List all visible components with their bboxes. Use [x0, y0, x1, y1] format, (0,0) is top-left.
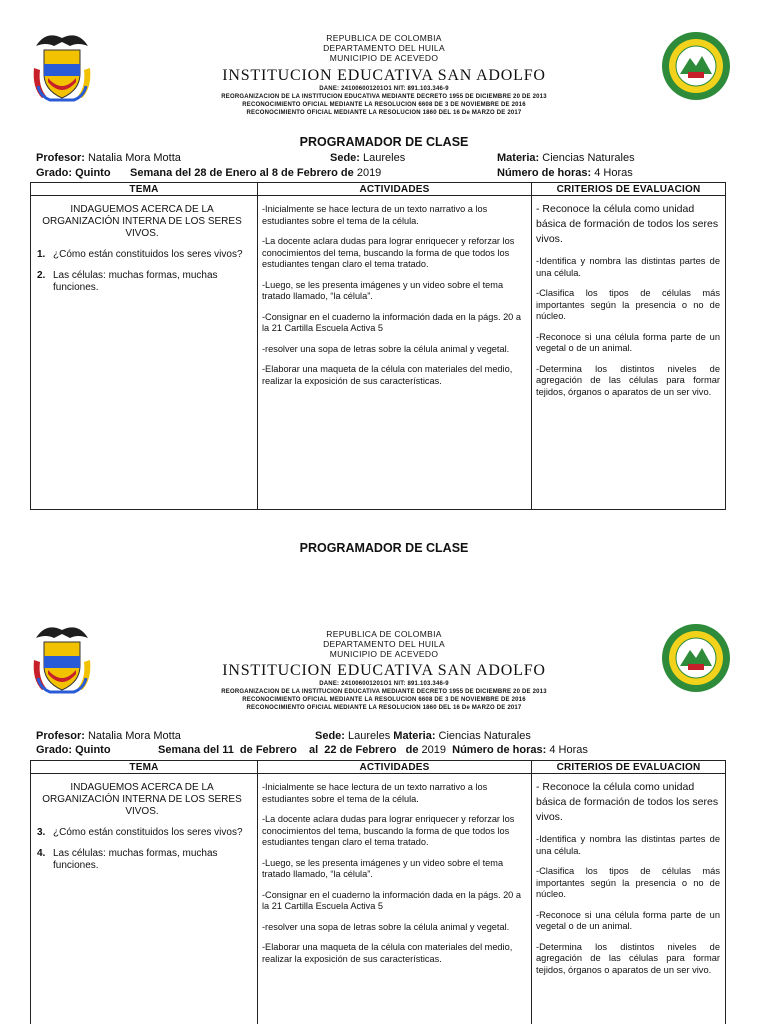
header-line-municipality: MUNICIPIO DE ACEVEDO	[329, 53, 439, 63]
question-number: 2.	[37, 270, 46, 281]
criterion-item: -Clasifica los tipos de células más importantes según la presencia o no de núcleo.	[536, 288, 720, 321]
activity-item: -Luego, se les presenta imágenes y un video sobre el tema tratado llamado, “la célula”.	[262, 279, 504, 301]
sede-value: Laureles	[363, 152, 406, 164]
activity-item: -resolver una sopa de letras sobre la célula animal y vegetal.	[262, 921, 510, 932]
activity-item: -Consignar en el cuaderno la información dada en la págs. 20 a la 21 Cartilla Escuela Activa 5	[262, 311, 521, 333]
criterios-cell	[532, 196, 726, 510]
profesor-field	[36, 152, 181, 164]
header-line-municipality: MUNICIPIO DE ACEVEDO	[329, 649, 439, 659]
activity-item: -La docente aclara dudas para lograr enriquecer y reforzar los conocimientos del tema, buscando la forma de que todos los estudiantes tengan claro el tema tratado.	[262, 236, 515, 269]
profesor-value: Natalia Mora Motta	[87, 152, 181, 164]
hours-value: 4 Horas	[594, 167, 633, 179]
criterion-item: -Identifica y nombra las distintas partes de una célula.	[536, 834, 720, 856]
column-header-criterios: CRITERIOS DE EVALUACION	[532, 183, 726, 196]
question-number: 3.	[37, 827, 46, 838]
week-year: 2019	[356, 167, 382, 179]
question-text: ¿Cómo están constituidos los seres vivos?	[53, 827, 243, 838]
criterios-cell	[532, 774, 726, 1024]
criterion-item: -Identifica y nombra las distintas partes de una célula.	[536, 256, 720, 278]
criterion-item: - Reconoce la célula como unidad básica de formación de todos los seres vivos.	[536, 203, 719, 245]
header-resolution-2016: RECONOCIMIENTO OFICIAL MEDIANTE LA RESOLUCION 6608 DE 3 DE NOVIEMBRE DE 2016	[242, 697, 526, 703]
week-label: Semana del 28 de Enero al 8 de Febrero de	[130, 167, 354, 179]
header-line-republic: REPUBLICA DE COLOMBIA	[326, 33, 442, 43]
lesson-plan-sheet-2	[0, 620, 768, 1024]
question-text: Las células: muchas formas, muchas funciones.	[53, 270, 218, 293]
lesson-table	[30, 760, 726, 1024]
header-line-republic: REPUBLICA DE COLOMBIA	[326, 629, 442, 639]
grado-field	[36, 744, 111, 756]
week-field	[130, 167, 381, 179]
question-text: Las células: muchas formas, muchas funciones.	[53, 848, 218, 871]
actividades-cell	[258, 774, 532, 1024]
hours-value: 4 Horas	[549, 744, 588, 756]
materia-value: Ciencias Naturales	[542, 152, 635, 164]
institution-header	[0, 620, 768, 720]
criterion-item: -Reconoce si una célula forma parte de un vegetal o de un animal.	[536, 909, 720, 931]
grado-field	[36, 167, 111, 179]
week-label: Semana del 11 de Febrero al 22 de Febrero de	[158, 744, 419, 756]
column-header-actividades: ACTIVIDADES	[258, 183, 532, 196]
criterion-item: -Reconoce si una célula forma parte de un vegetal o de un animal.	[536, 331, 720, 353]
page-title-repeat: PROGRAMADOR DE CLASE	[299, 541, 469, 555]
hours-label: Número de horas:	[497, 167, 592, 179]
question-item	[37, 848, 247, 872]
profesor-label: Profesor:	[36, 152, 85, 164]
sede-label: Sede:	[330, 152, 360, 164]
header-resolution-2017: RECONOCIMIENTO OFICIAL MEDIANTE LA RESOLUCION 1860 DEL 16 De MARZO DE 2017	[246, 110, 522, 116]
column-header-tema: TEMA	[31, 761, 258, 774]
activity-item: -Elaborar una maqueta de la célula con materiales del medio, realizar la exposición de sus características.	[262, 942, 513, 964]
header-decree: REORGANIZACION DE LA INSTITUCION EDUCATIVA MEDIANTE DECRETO 1955 DE DICIEMBRE 20 DE 2013	[221, 689, 547, 695]
institution-header	[0, 28, 768, 128]
activity-item: -resolver una sopa de letras sobre la célula animal y vegetal.	[262, 343, 510, 354]
week-hours-field	[158, 744, 588, 756]
institution-name: INSTITUCION EDUCATIVA SAN ADOLFO	[222, 662, 546, 679]
grado-label: Grado: Quinto	[36, 744, 111, 756]
lesson-table	[30, 182, 726, 510]
activity-item: -Inicialmente se hace lectura de un texto narrativo a los estudiantes sobre el tema de la célula.	[262, 782, 488, 804]
profesor-value: Natalia Mora Motta	[87, 730, 181, 742]
criterion-item: -Determina los distintos niveles de agregación de las células para formar tejidos, órganos o aparatos de un ser vivo.	[536, 941, 720, 975]
activity-item: -Consignar en el cuaderno la información dada en la págs. 20 a la 21 Cartilla Escuela Activa 5	[262, 889, 521, 911]
materia-label: Materia:	[497, 152, 540, 164]
tema-title: INDAGUEMOS ACERCA DE LA ORGANIZACIÓN INTERNA DE LOS SERES VIVOS.	[42, 782, 242, 817]
header-dane-nit: DANE: 241006001201O1 NIT: 891.103.346-9	[319, 86, 449, 92]
header-resolution-2016: RECONOCIMIENTO OFICIAL MEDIANTE LA RESOLUCION 6608 DE 3 DE NOVIEMBRE DE 2016	[242, 102, 526, 108]
tema-title: INDAGUEMOS ACERCA DE LA ORGANIZACIÓN INTERNA DE LOS SERES VIVOS.	[42, 204, 242, 239]
criterion-item: -Clasifica los tipos de células más importantes según la presencia o no de núcleo.	[536, 866, 720, 899]
header-line-department: DEPARTAMENTO DEL HUILA	[323, 639, 445, 649]
question-text: ¿Cómo están constituidos los seres vivos?	[53, 249, 243, 260]
tema-cell	[31, 196, 258, 510]
materia-field	[497, 152, 635, 164]
header-decree: REORGANIZACION DE LA INSTITUCION EDUCATIVA MEDIANTE DECRETO 1955 DE DICIEMBRE 20 DE 2013	[221, 94, 547, 100]
grado-label: Grado: Quinto	[36, 167, 111, 179]
tema-cell	[31, 774, 258, 1024]
institution-name: INSTITUCION EDUCATIVA SAN ADOLFO	[222, 67, 546, 84]
activity-item: -Luego, se les presenta imágenes y un video sobre el tema tratado llamado, “la célula”.	[262, 857, 504, 879]
activity-item: -Elaborar una maqueta de la célula con materiales del medio, realizar la exposición de sus características.	[262, 364, 513, 386]
week-year: 2019	[421, 744, 446, 756]
question-item	[37, 270, 247, 294]
column-header-tema: TEMA	[31, 183, 258, 196]
question-number: 1.	[37, 249, 46, 260]
hours-field	[497, 167, 633, 179]
sede-materia-field	[315, 730, 531, 742]
actividades-cell	[258, 196, 532, 510]
materia-value: Ciencias Naturales	[438, 730, 531, 742]
profesor-field	[36, 730, 181, 742]
column-header-actividades: ACTIVIDADES	[258, 761, 532, 774]
activity-item: -Inicialmente se hace lectura de un texto narrativo a los estudiantes sobre el tema de la célula.	[262, 204, 488, 226]
column-header-criterios: CRITERIOS DE EVALUACION	[532, 761, 726, 774]
header-dane-nit: DANE: 241006001201O1 NIT: 891.103.346-9	[319, 681, 449, 687]
criterion-item: - Reconoce la célula como unidad básica de formación de todos los seres vivos.	[536, 781, 719, 823]
activity-item: -La docente aclara dudas para lograr enriquecer y reforzar los conocimientos del tema, buscando la forma de que todos los estudiantes tengan claro el tema tratado.	[262, 814, 515, 847]
criterion-item: -Determina los distintos niveles de agregación de las células para formar tejidos, órganos o aparatos de un ser vivo.	[536, 363, 720, 397]
header-resolution-2017: RECONOCIMIENTO OFICIAL MEDIANTE LA RESOLUCION 1860 DEL 16 De MARZO DE 2017	[246, 705, 522, 711]
page-title: PROGRAMADOR DE CLASE	[299, 135, 469, 149]
question-item	[37, 249, 247, 261]
profesor-label: Profesor:	[36, 730, 85, 742]
hours-label: Número de horas:	[452, 744, 547, 756]
sede-value: Laureles	[348, 730, 391, 742]
question-number: 4.	[37, 848, 46, 859]
sede-label: Sede:	[315, 730, 345, 742]
question-item	[37, 827, 247, 839]
sede-field	[330, 152, 405, 164]
header-line-department: DEPARTAMENTO DEL HUILA	[323, 43, 445, 53]
materia-label: Materia:	[393, 730, 436, 742]
